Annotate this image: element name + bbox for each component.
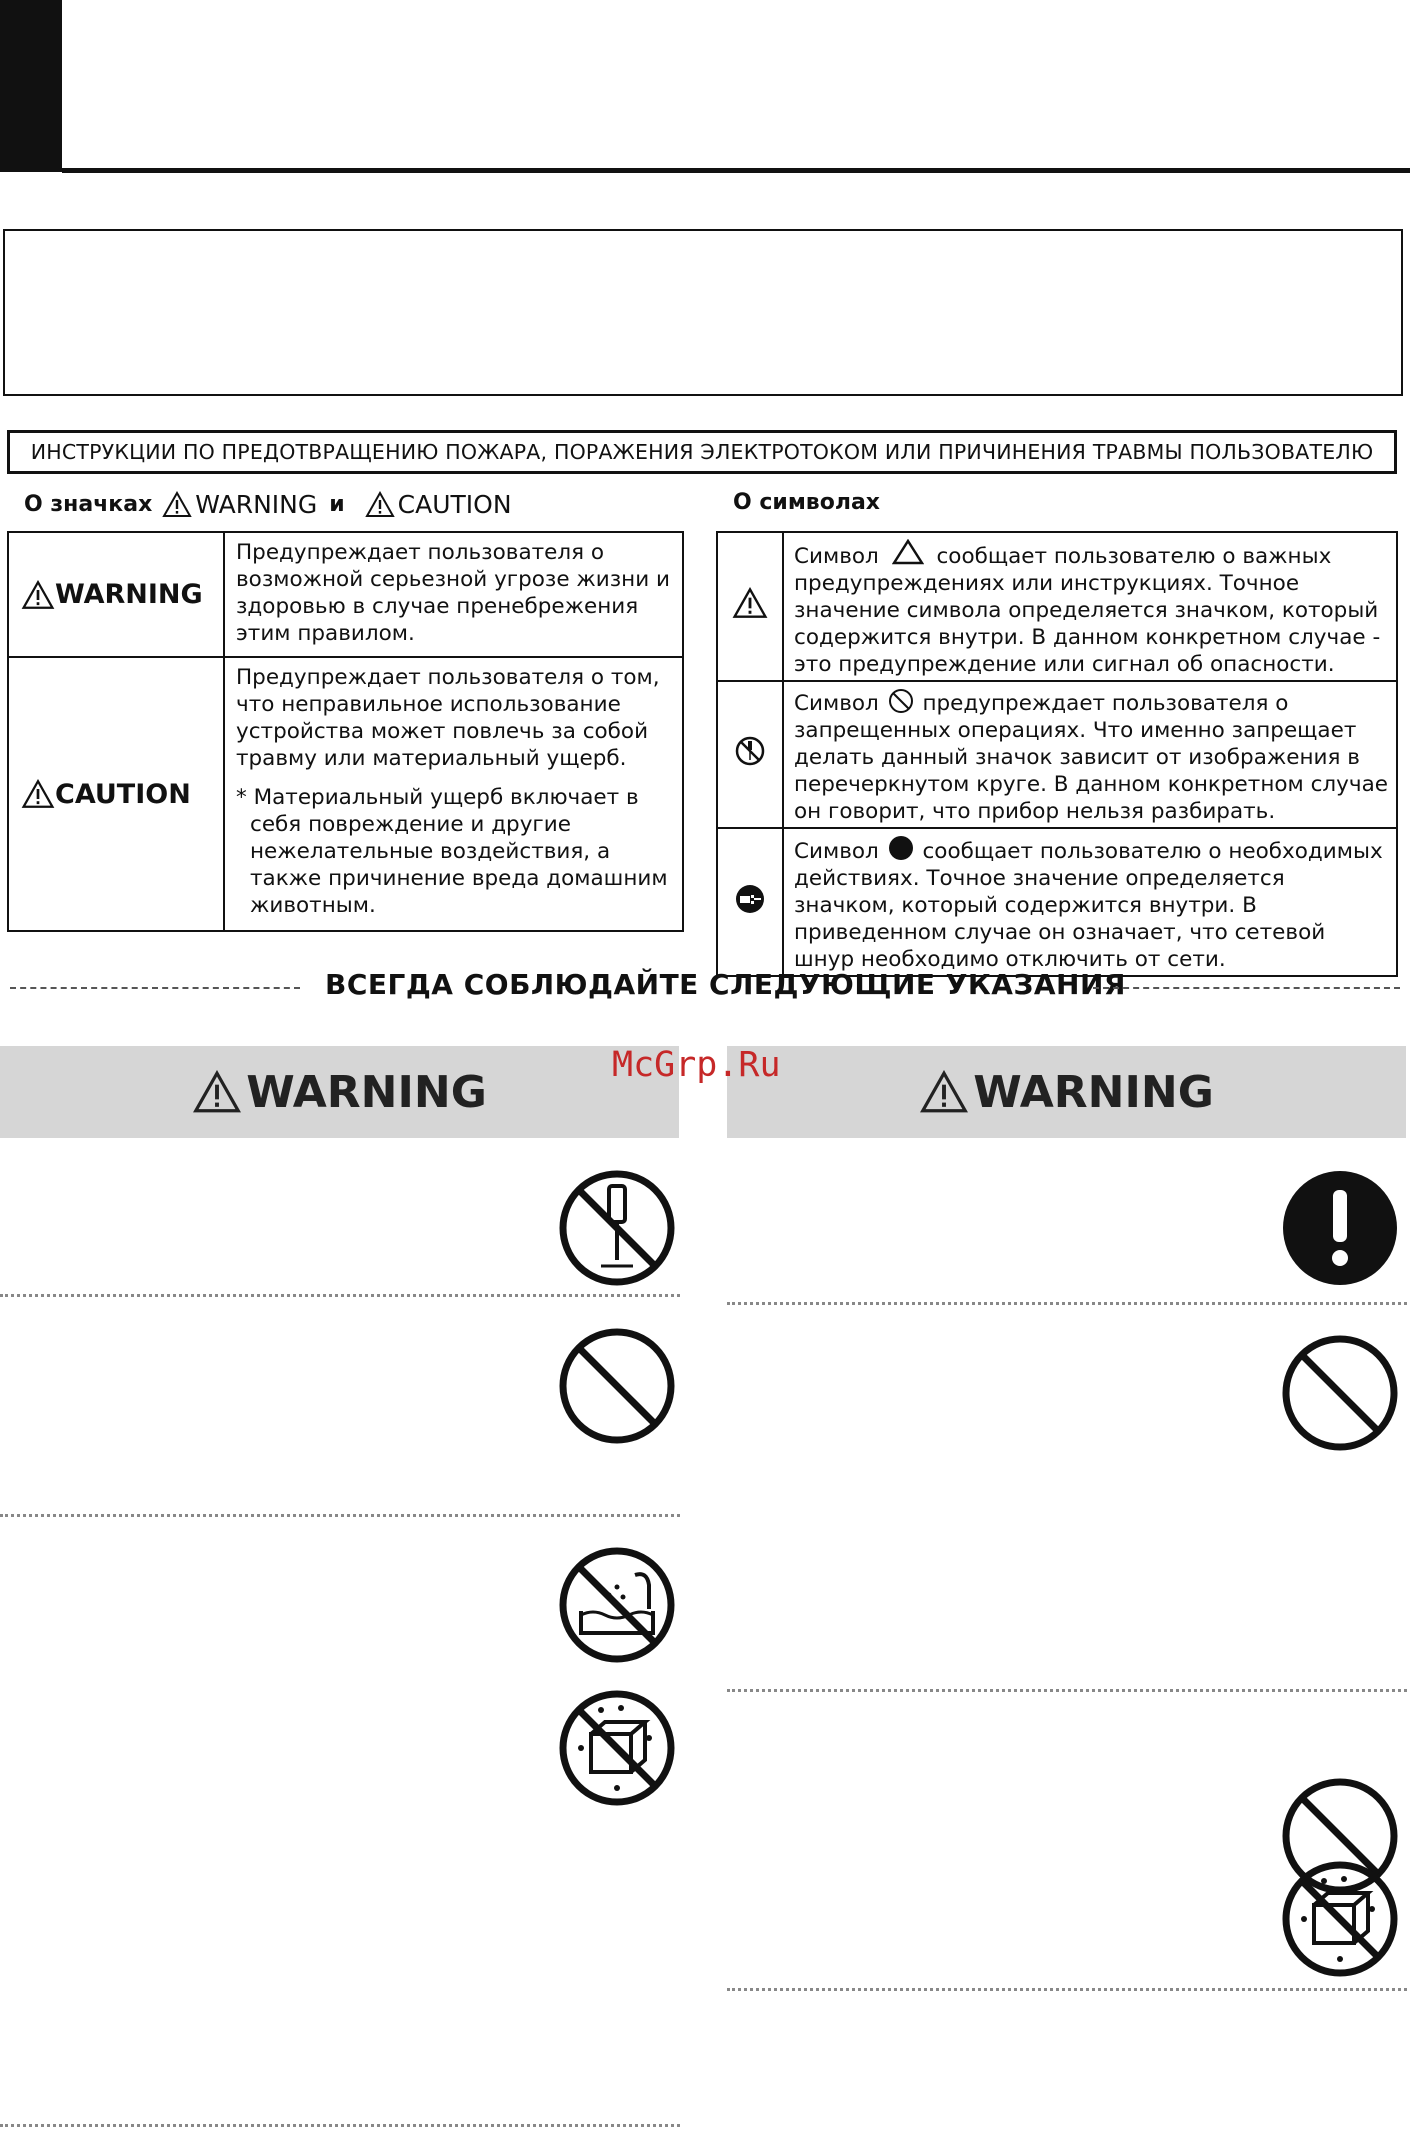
- warning-band-left: [0, 1046, 679, 1138]
- symbols-table: [716, 531, 1398, 977]
- symbol-pre: Символ: [794, 839, 879, 864]
- table-row: [8, 657, 683, 931]
- unplug-icon: [734, 883, 766, 915]
- warning-triangle-icon: [162, 491, 192, 518]
- symbol-description: сообщает пользователю о важных предупреждениях или инструкциях. Точное значение символа определяется значком, который содержится внутри. В данном конкретном случае - это предупреждение или сигнал об опасности.: [794, 544, 1381, 677]
- warning-text-cell: [224, 532, 683, 657]
- warning-description: Предупреждает пользователя о возможной серьезной угрозе жизни и здоровью в случае пренебрежения этим правилом.: [236, 540, 670, 646]
- warning-triangle-icon: [919, 1070, 969, 1114]
- symbol-description: предупреждает пользователя о запрещенных операциях. Что именно запрещает делать данный значок зависит от изображения в перечеркнутом круге. В данном конкретном случае он говорит, что прибор нельзя разбирать.: [794, 691, 1388, 824]
- required-action-icon: [1280, 1168, 1400, 1288]
- warning-triangle-icon: [192, 1070, 242, 1114]
- table-row: [717, 681, 1397, 828]
- blank-title-box: [3, 229, 1403, 396]
- dotted-divider: [0, 1514, 680, 1517]
- table-row: [8, 532, 683, 657]
- no-disassembly-icon: [557, 1168, 677, 1288]
- symbol-text-cell: [783, 828, 1397, 976]
- symbol-cell-triangle: [717, 532, 783, 681]
- dotted-divider: [727, 1689, 1407, 1692]
- warning-band-left-label: WARNING: [246, 1066, 487, 1118]
- dashed-rule-left: [10, 987, 300, 989]
- prohibition-icon: [557, 1326, 677, 1446]
- warning-triangle-icon: [732, 587, 768, 619]
- header-rule: [62, 168, 1410, 173]
- prohibition-circle-icon: [888, 688, 914, 714]
- dotted-divider: [0, 2124, 680, 2127]
- icons-heading-and: и: [329, 492, 345, 517]
- icons-heading-caution: CAUTION: [397, 490, 512, 519]
- icons-heading-prefix: О значках: [24, 492, 153, 517]
- filled-circle-icon: [888, 835, 914, 861]
- prohibition-icon: [1280, 1333, 1400, 1453]
- symbol-text-cell: [783, 532, 1397, 681]
- no-water-bath-icon: [557, 1545, 677, 1665]
- dotted-divider: [727, 1988, 1407, 1991]
- icons-heading-warning: WARNING: [195, 490, 318, 519]
- caution-note: * Материальный ущерб включает в себя повреждение и другие нежелательные воздействия, а также причинение вреда домашним животным.: [236, 785, 668, 918]
- no-liquids-icon: [1280, 1859, 1400, 1979]
- caution-triangle-icon: [365, 491, 395, 518]
- caution-label-cell: [8, 657, 224, 931]
- symbols-heading: О символах: [733, 490, 880, 515]
- warning-band-right-label: WARNING: [973, 1066, 1214, 1118]
- warning-triangle-icon: [21, 580, 55, 610]
- symbol-text-cell: [783, 681, 1397, 828]
- outline-triangle-icon: [892, 539, 924, 565]
- warning-label-cell: [8, 532, 224, 657]
- symbol-pre: Символ: [794, 691, 879, 716]
- no-liquids-icon: [557, 1688, 677, 1808]
- icons-heading: [24, 490, 512, 519]
- safety-banner: ИНСТРУКЦИИ ПО ПРЕДОТВРАЩЕНИЮ ПОЖАРА, ПОРАЖЕНИЯ ЭЛЕКТРОТОКОМ ИЛИ ПРИЧИНЕНИЯ ТРАВМЫ ПОЛЬЗОВАТЕЛЮ: [7, 430, 1397, 474]
- no-disassembly-icon: [734, 735, 766, 767]
- always-heading: ВСЕГДА СОБЛЮДАЙТЕ СЛЕДУЮЩИЕ УКАЗАНИЯ: [325, 968, 1126, 1001]
- symbol-cell-required: [717, 828, 783, 976]
- caution-description: Предупреждает пользователя о том, что неправильное использование устройства может повлечь за собой травму или материальный ущерб.: [236, 665, 660, 771]
- watermark: McGrp.Ru: [612, 1045, 781, 1085]
- warning-band-right: [727, 1046, 1406, 1138]
- table-row: [717, 532, 1397, 681]
- caution-label: CAUTION: [55, 778, 191, 810]
- warning-label: WARNING: [55, 579, 203, 610]
- symbol-cell-prohibit: [717, 681, 783, 828]
- dotted-divider: [727, 1302, 1407, 1305]
- caution-triangle-icon: [21, 779, 55, 809]
- header-black-tab: [0, 0, 62, 172]
- table-row: [717, 828, 1397, 976]
- dashed-rule-right: [1093, 987, 1400, 989]
- symbol-pre: Символ: [794, 544, 879, 569]
- caution-text-cell: [224, 657, 683, 931]
- dotted-divider: [0, 1294, 680, 1297]
- icons-table: [7, 531, 684, 932]
- symbol-description: сообщает пользователю о необходимых действиях. Точное значение определяется значком, который содержится внутри. В приведенном случае он означает, что сетевой шнур необходимо отключить от сети.: [794, 839, 1383, 972]
